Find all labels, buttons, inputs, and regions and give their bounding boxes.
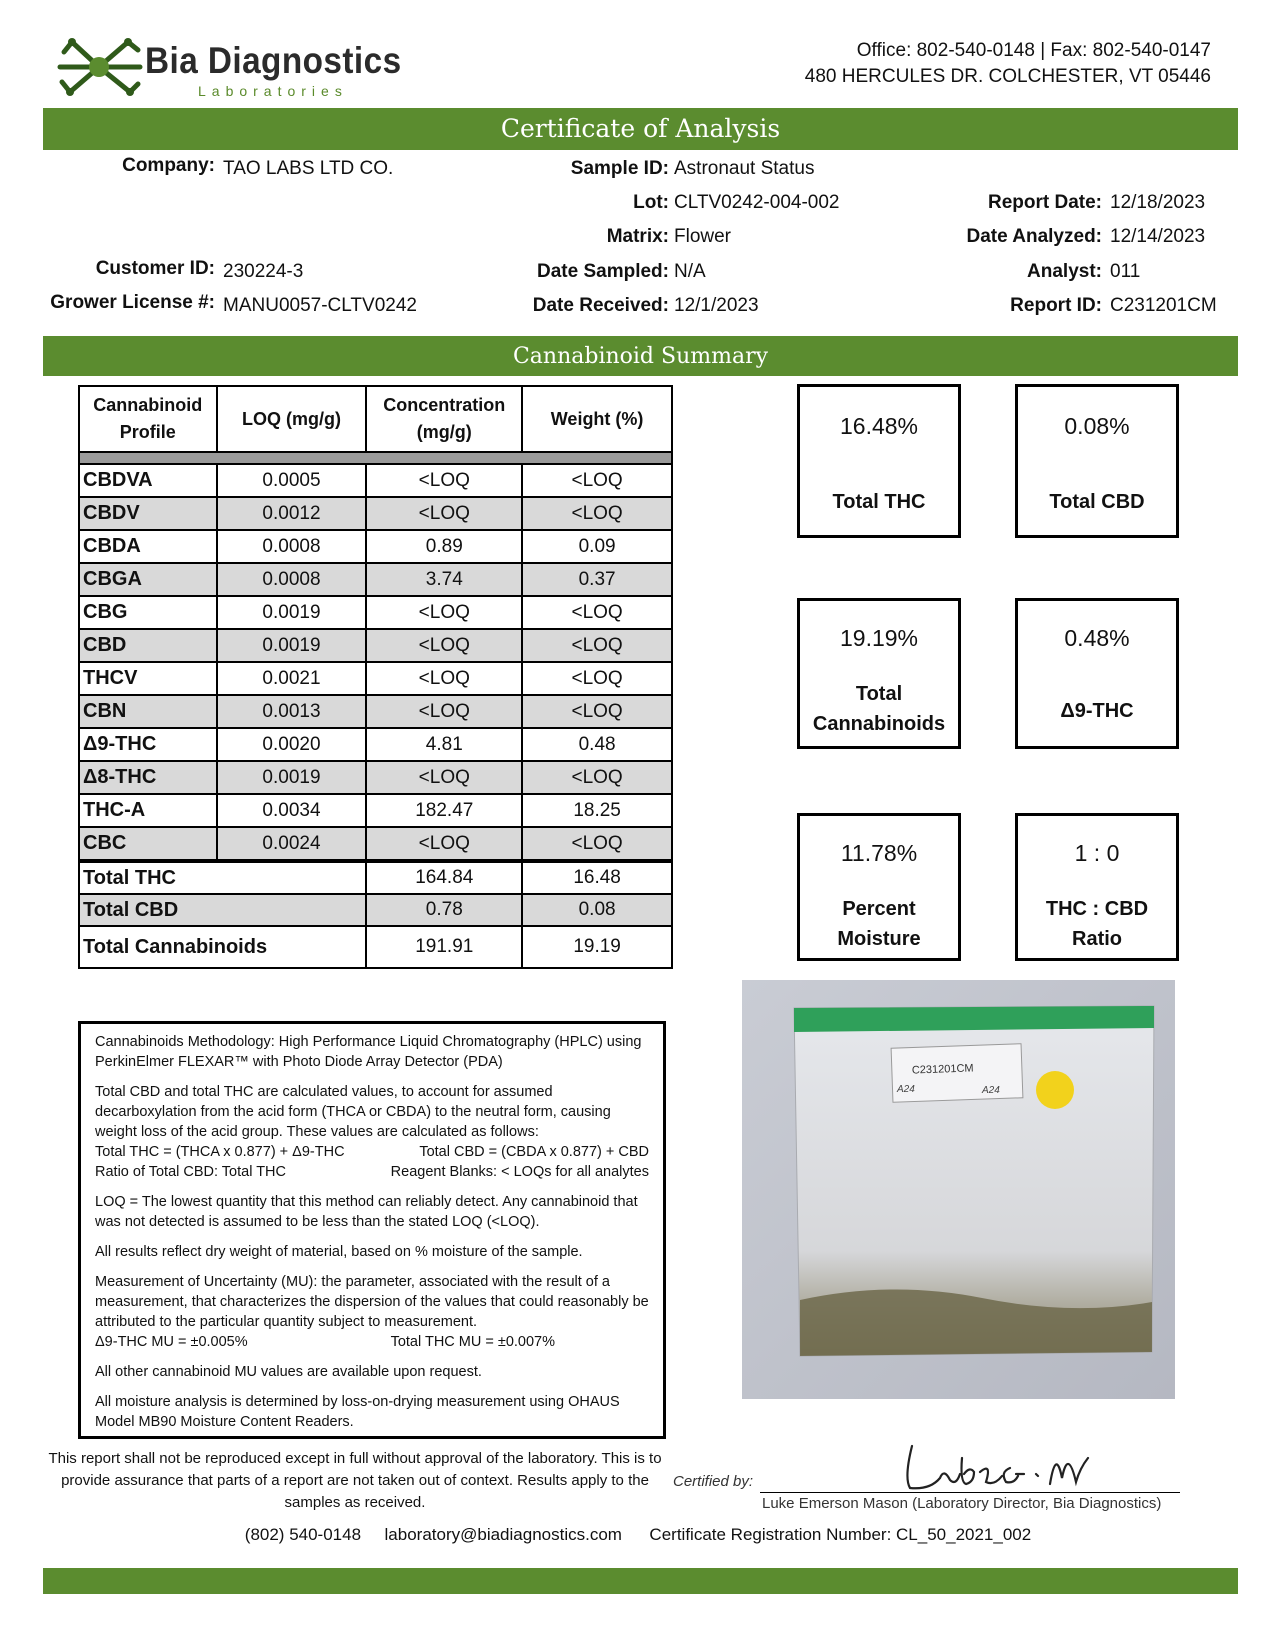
cannabinoid-name: CBN <box>79 695 217 728</box>
moisture-caption <box>800 894 958 954</box>
method-calculation: Total CBD and total THC are calculated values, to account for assumed decarboxylation from the acid form (THCA or CBDA) to the neutral form, causing weight loss of the acid group. These values are calculated as follows: <box>95 1084 611 1140</box>
lot-value: CLTV0242-004-002 <box>674 192 840 213</box>
company-label: Company: <box>122 155 215 176</box>
header-profile-line2: Profile <box>119 422 176 442</box>
cannabinoid-name: CBGA <box>79 563 217 596</box>
table-row <box>79 827 672 861</box>
weight-cell: 0.09 <box>522 530 672 563</box>
mu-d9thc: Δ9-THC MU = ±0.005% <box>95 1334 248 1350</box>
concentration-cell: 182.47 <box>366 794 522 827</box>
table-row <box>79 728 672 761</box>
loq-cell: 0.0008 <box>217 530 367 563</box>
total-thc-caption: Total THC <box>832 491 926 513</box>
customer-id-value: 230224-3 <box>223 261 304 282</box>
bag-note-left: A24 <box>897 1084 915 1095</box>
ratio-value: 1 : 0 <box>1074 840 1120 866</box>
concentration-cell: <LOQ <box>366 827 522 861</box>
header-weight: Weight (%) <box>522 386 672 452</box>
concentration-cell: <LOQ <box>366 662 522 695</box>
formula-ratio: Ratio of Total CBD: Total THC <box>95 1164 286 1180</box>
footer-band <box>43 1568 1238 1594</box>
formula-total-cbd: Total CBD = (CBDA x 0.877) + CBD <box>419 1144 649 1160</box>
table-header-row <box>79 386 672 452</box>
sample-photo <box>742 980 1175 1399</box>
registration-number: Certificate Registration Number: CL_50_2021_002 <box>649 1525 1032 1544</box>
header-concentration <box>366 386 522 452</box>
ratio-box <box>1015 813 1179 961</box>
date-received-label: Date Received: <box>532 295 669 316</box>
total-row <box>79 861 672 894</box>
analyst-value: 011 <box>1110 261 1141 282</box>
sample-id-value: Astronaut Status <box>674 158 815 179</box>
weight-cell: 0.37 <box>522 563 672 596</box>
certified-by-label: Certified by: <box>673 1473 754 1490</box>
total-cannabinoids-caption-line1: Total <box>855 683 903 705</box>
weight-cell: <LOQ <box>522 464 672 497</box>
header-profile <box>79 386 217 452</box>
analyst-label: Analyst: <box>1027 261 1102 282</box>
method-dry-weight: All results reflect dry weight of material, based on % moisture of the sample. <box>95 1244 583 1260</box>
total-cannabinoids-caption-line2: Cannabinoids <box>812 713 946 735</box>
bag-label-text: C231201CM <box>911 1062 974 1077</box>
total-thc-value: 16.48% <box>839 413 918 439</box>
director-signature <box>900 1438 1090 1498</box>
cannabinoid-name: Δ9-THC <box>79 728 217 761</box>
grower-license-value: MANU0057-CLTV0242 <box>223 295 417 316</box>
cannabinoid-name: CBD <box>79 629 217 662</box>
signature-stroke <box>907 1446 1088 1488</box>
table-row <box>79 761 672 794</box>
total-concentration: 0.78 <box>366 894 522 926</box>
total-row <box>79 894 672 926</box>
weight-cell: <LOQ <box>522 761 672 794</box>
concentration-cell: <LOQ <box>366 695 522 728</box>
table-row <box>79 563 672 596</box>
mu-total-thc: Total THC MU = ±0.007% <box>390 1334 555 1350</box>
total-cbd-caption: Total CBD <box>1049 491 1145 513</box>
table-row <box>79 497 672 530</box>
loq-cell: 0.0013 <box>217 695 367 728</box>
header-conc-line1: Concentration <box>383 395 506 415</box>
matrix-label: Matrix: <box>606 226 669 247</box>
logo-subtitle: Laboratories <box>198 83 348 99</box>
cannabinoid-name: CBC <box>79 827 217 861</box>
total-cannabinoids-caption <box>800 679 958 739</box>
report-id-label: Report ID: <box>1010 295 1102 316</box>
loq-cell: 0.0019 <box>217 761 367 794</box>
table-row <box>79 530 672 563</box>
footer-phone: (802) 540-0148 <box>244 1525 362 1544</box>
loq-cell: 0.0024 <box>217 827 367 861</box>
concentration-cell: <LOQ <box>366 761 522 794</box>
loq-cell: 0.0021 <box>217 662 367 695</box>
moisture-caption-line2: Moisture <box>837 928 921 950</box>
report-date-value: 12/18/2023 <box>1110 192 1206 213</box>
date-received-value: 12/1/2023 <box>674 295 759 316</box>
lab-contact-header <box>805 38 1211 90</box>
total-name: Total Cannabinoids <box>79 926 366 968</box>
weight-cell: <LOQ <box>522 827 672 861</box>
concentration-cell: <LOQ <box>366 629 522 662</box>
office-phone-fax: Office: 802-540-0148 | Fax: 802-540-0147 <box>856 40 1211 61</box>
company-value: TAO LABS LTD CO. <box>223 158 394 179</box>
customer-id-label: Customer ID: <box>95 258 215 279</box>
date-analyzed-label: Date Analyzed: <box>966 226 1102 247</box>
table-row <box>79 464 672 497</box>
cannabinoid-name: CBDA <box>79 530 217 563</box>
method-hplc: Cannabinoids Methodology: High Performance Liquid Chromatography (HPLC) using PerkinElmer FLEXAR™ with Photo Diode Array Detector (PDA) <box>95 1034 642 1070</box>
ratio-caption-line1: THC : CBD <box>1045 898 1149 920</box>
total-cbd-value: 0.08% <box>1064 413 1130 439</box>
date-analyzed-value: 12/14/2023 <box>1110 226 1206 247</box>
lot-label: Lot: <box>633 192 669 213</box>
methodology-notes <box>78 1021 666 1439</box>
total-thc-box <box>797 384 961 538</box>
weight-cell: 0.48 <box>522 728 672 761</box>
matrix-value: Flower <box>674 226 732 247</box>
page-title: Certificate of Analysis <box>43 108 1238 150</box>
cannabinoid-name: THC-A <box>79 794 217 827</box>
table-row <box>79 596 672 629</box>
weight-cell: <LOQ <box>522 695 672 728</box>
bag-note-right: A24 <box>982 1085 1000 1096</box>
loq-cell: 0.0019 <box>217 629 367 662</box>
ratio-caption-line2: Ratio <box>1072 928 1122 950</box>
concentration-cell: 0.89 <box>366 530 522 563</box>
section-title-summary: Cannabinoid Summary <box>43 336 1238 376</box>
concentration-cell: <LOQ <box>366 497 522 530</box>
header-divider-cell <box>79 452 672 464</box>
reproduction-notice: This report shall not be reproduced except in full without approval of the laboratory. This is to provide assurance that parts of a report are not taken out of context. Results apply to the samples as received. <box>48 1450 662 1511</box>
weight-cell: <LOQ <box>522 662 672 695</box>
loq-cell: 0.0034 <box>217 794 367 827</box>
mu-values-row <box>95 1332 555 1352</box>
date-sampled-label: Date Sampled: <box>537 261 669 282</box>
total-cbd-box <box>1015 384 1179 538</box>
bag-zipper <box>794 1006 1154 1032</box>
formula-row-2 <box>95 1162 649 1182</box>
formula-total-thc: Total THC = (THCA x 0.877) + Δ9-THC <box>95 1144 345 1160</box>
loq-cell: 0.0012 <box>217 497 367 530</box>
cannabinoid-name: Δ8-THC <box>79 761 217 794</box>
sample-id-label: Sample ID: <box>570 158 669 179</box>
grower-license-label: Grower License #: <box>50 292 215 313</box>
reagent-blanks: Reagent Blanks: < LOQs for all analytes <box>390 1164 649 1180</box>
cannabinoid-name: THCV <box>79 662 217 695</box>
loq-cell: 0.0019 <box>217 596 367 629</box>
moisture-caption-line1: Percent <box>842 898 916 920</box>
method-loq: LOQ = The lowest quantity that this method can reliably detect. Any cannabinoid that was not detected is assumed to be less than the stated LOQ (<LOQ). <box>95 1194 638 1230</box>
weight-cell: <LOQ <box>522 596 672 629</box>
table-row <box>79 695 672 728</box>
table-row <box>79 662 672 695</box>
logo-name: Bia Diagnostics <box>145 40 402 81</box>
footer-email[interactable]: laboratory@biadiagnostics.com <box>384 1525 622 1544</box>
method-other-mu: All other cannabinoid MU values are available upon request. <box>95 1364 482 1380</box>
total-weight: 0.08 <box>522 894 672 926</box>
concentration-cell: <LOQ <box>366 464 522 497</box>
lab-address: 480 HERCULES DR. COLCHESTER, VT 05446 <box>804 66 1211 87</box>
d9-thc-caption: Δ9-THC <box>1060 700 1134 722</box>
yellow-sticker <box>1036 1071 1074 1109</box>
cannabinoid-name: CBDV <box>79 497 217 530</box>
header-profile-line1: Cannabinoid <box>93 395 203 415</box>
method-mu: Measurement of Uncertainty (MU): the parameter, associated with the result of a measurement, that characterizes the dispersion of the values that could reasonably be attributed to the particular quantity subject to measurement. <box>95 1274 649 1330</box>
header-conc-line2: (mg/g) <box>416 422 472 442</box>
d9-thc-value: 0.48% <box>1064 625 1130 651</box>
loq-cell: 0.0020 <box>217 728 367 761</box>
total-cannabinoids-value: 19.19% <box>839 625 918 651</box>
footer-contact <box>0 1525 1276 1545</box>
loq-cell: 0.0008 <box>217 563 367 596</box>
total-name: Total CBD <box>79 894 366 926</box>
d9-thc-box <box>1015 598 1179 749</box>
concentration-cell: 3.74 <box>366 563 522 596</box>
moisture-value: 11.78% <box>840 840 918 866</box>
signer-name: Luke Emerson Mason (Laboratory Director, Bia Diagnostics) <box>762 1495 1162 1512</box>
moisture-box <box>797 813 961 961</box>
weight-cell: <LOQ <box>522 497 672 530</box>
cannabinoid-name: CBG <box>79 596 217 629</box>
molecule-logo-icon <box>52 28 147 106</box>
table-row <box>79 794 672 827</box>
total-weight: 16.48 <box>522 861 672 894</box>
report-id-value: C231201CM <box>1110 295 1217 316</box>
signature-line <box>760 1492 1180 1493</box>
total-concentration: 191.91 <box>366 926 522 968</box>
formula-row-1 <box>95 1142 649 1162</box>
report-date-label: Report Date: <box>987 192 1102 213</box>
total-row <box>79 926 672 968</box>
method-moisture: All moisture analysis is determined by loss-on-drying measurement using OHAUS Model MB90 Moisture Content Readers. <box>95 1394 620 1430</box>
ratio-caption <box>1018 894 1176 954</box>
total-cannabinoids-box <box>797 598 961 749</box>
date-sampled-value: N/A <box>674 261 706 282</box>
concentration-cell: <LOQ <box>366 596 522 629</box>
header-loq: LOQ (mg/g) <box>217 386 367 452</box>
concentration-cell: 4.81 <box>366 728 522 761</box>
header-divider <box>79 452 672 464</box>
total-weight: 19.19 <box>522 926 672 968</box>
cannabinoid-name: CBDVA <box>79 464 217 497</box>
loq-cell: 0.0005 <box>217 464 367 497</box>
table-row <box>79 629 672 662</box>
total-name: Total THC <box>79 861 366 894</box>
cannabinoid-table <box>78 385 673 969</box>
weight-cell: <LOQ <box>522 629 672 662</box>
weight-cell: 18.25 <box>522 794 672 827</box>
total-concentration: 164.84 <box>366 861 522 894</box>
